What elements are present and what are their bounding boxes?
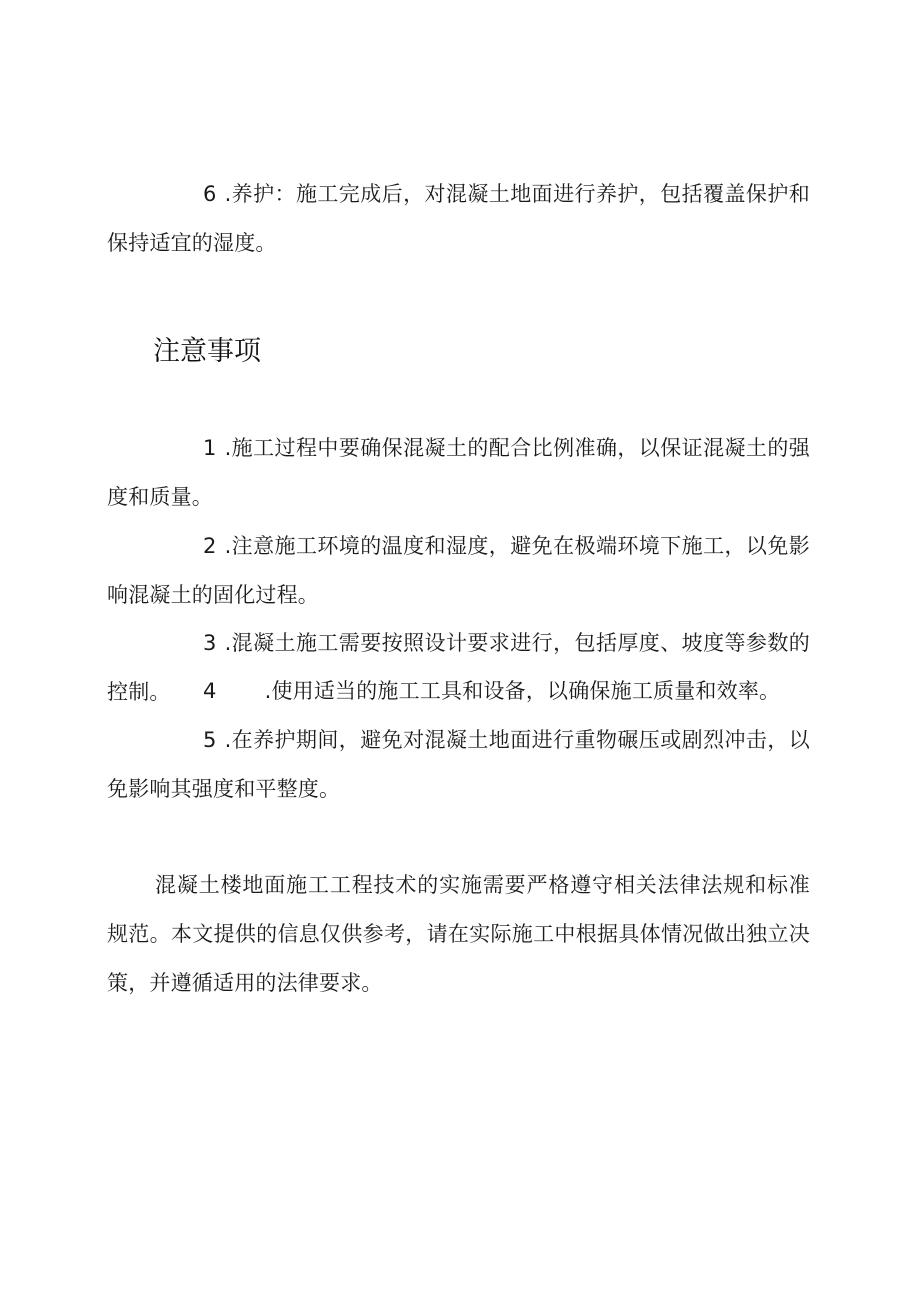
- note-item-1: [107, 424, 810, 522]
- conclusion-text: 混凝土楼地面施工工程技术的实施需要严格遵守相关法律法规和标准规范。本文提供的信息仅供参考，请在实际施工中根据具体情况做出独立决策，并遵循适用的法律要求。: [107, 873, 810, 995]
- note-text-5: .在养护期间，避免对混凝土地面进行重物碾压或剧烈冲击，以免影响其强度和平整度。: [107, 728, 810, 801]
- notes-heading: 注意事项: [153, 336, 261, 367]
- note-text-3: .混凝土施工需要按照设计要求进行，包括厚度、坡度等参数的控制。: [107, 631, 810, 704]
- note-text-4: .使用适当的施工工具和设备，以确保施工质量和效率。: [264, 679, 781, 703]
- note-item-5: [107, 716, 810, 814]
- note-text-2: .注意施工环境的温度和湿度，避免在极端环境下施工，以免影响混凝土的固化过程。: [107, 534, 810, 607]
- step-6-number: 6: [203, 182, 217, 206]
- note-number-2: 2: [203, 534, 217, 558]
- step-6-paragraph: [107, 170, 810, 268]
- note-number-4: 4: [203, 679, 217, 703]
- conclusion-paragraph: [107, 861, 810, 1008]
- note-item-4: [107, 667, 810, 716]
- note-number-1: 1: [203, 436, 217, 460]
- note-number-3: 3: [203, 631, 217, 655]
- note-number-5: 5: [203, 728, 217, 752]
- step-6-text: .养护：施工完成后，对混凝土地面进行养护，包括覆盖保护和保持适宜的湿度。: [107, 182, 810, 255]
- note-item-2: [107, 522, 810, 620]
- note-text-1: .施工过程中要确保混凝土的配合比例准确，以保证混凝土的强度和质量。: [107, 436, 810, 509]
